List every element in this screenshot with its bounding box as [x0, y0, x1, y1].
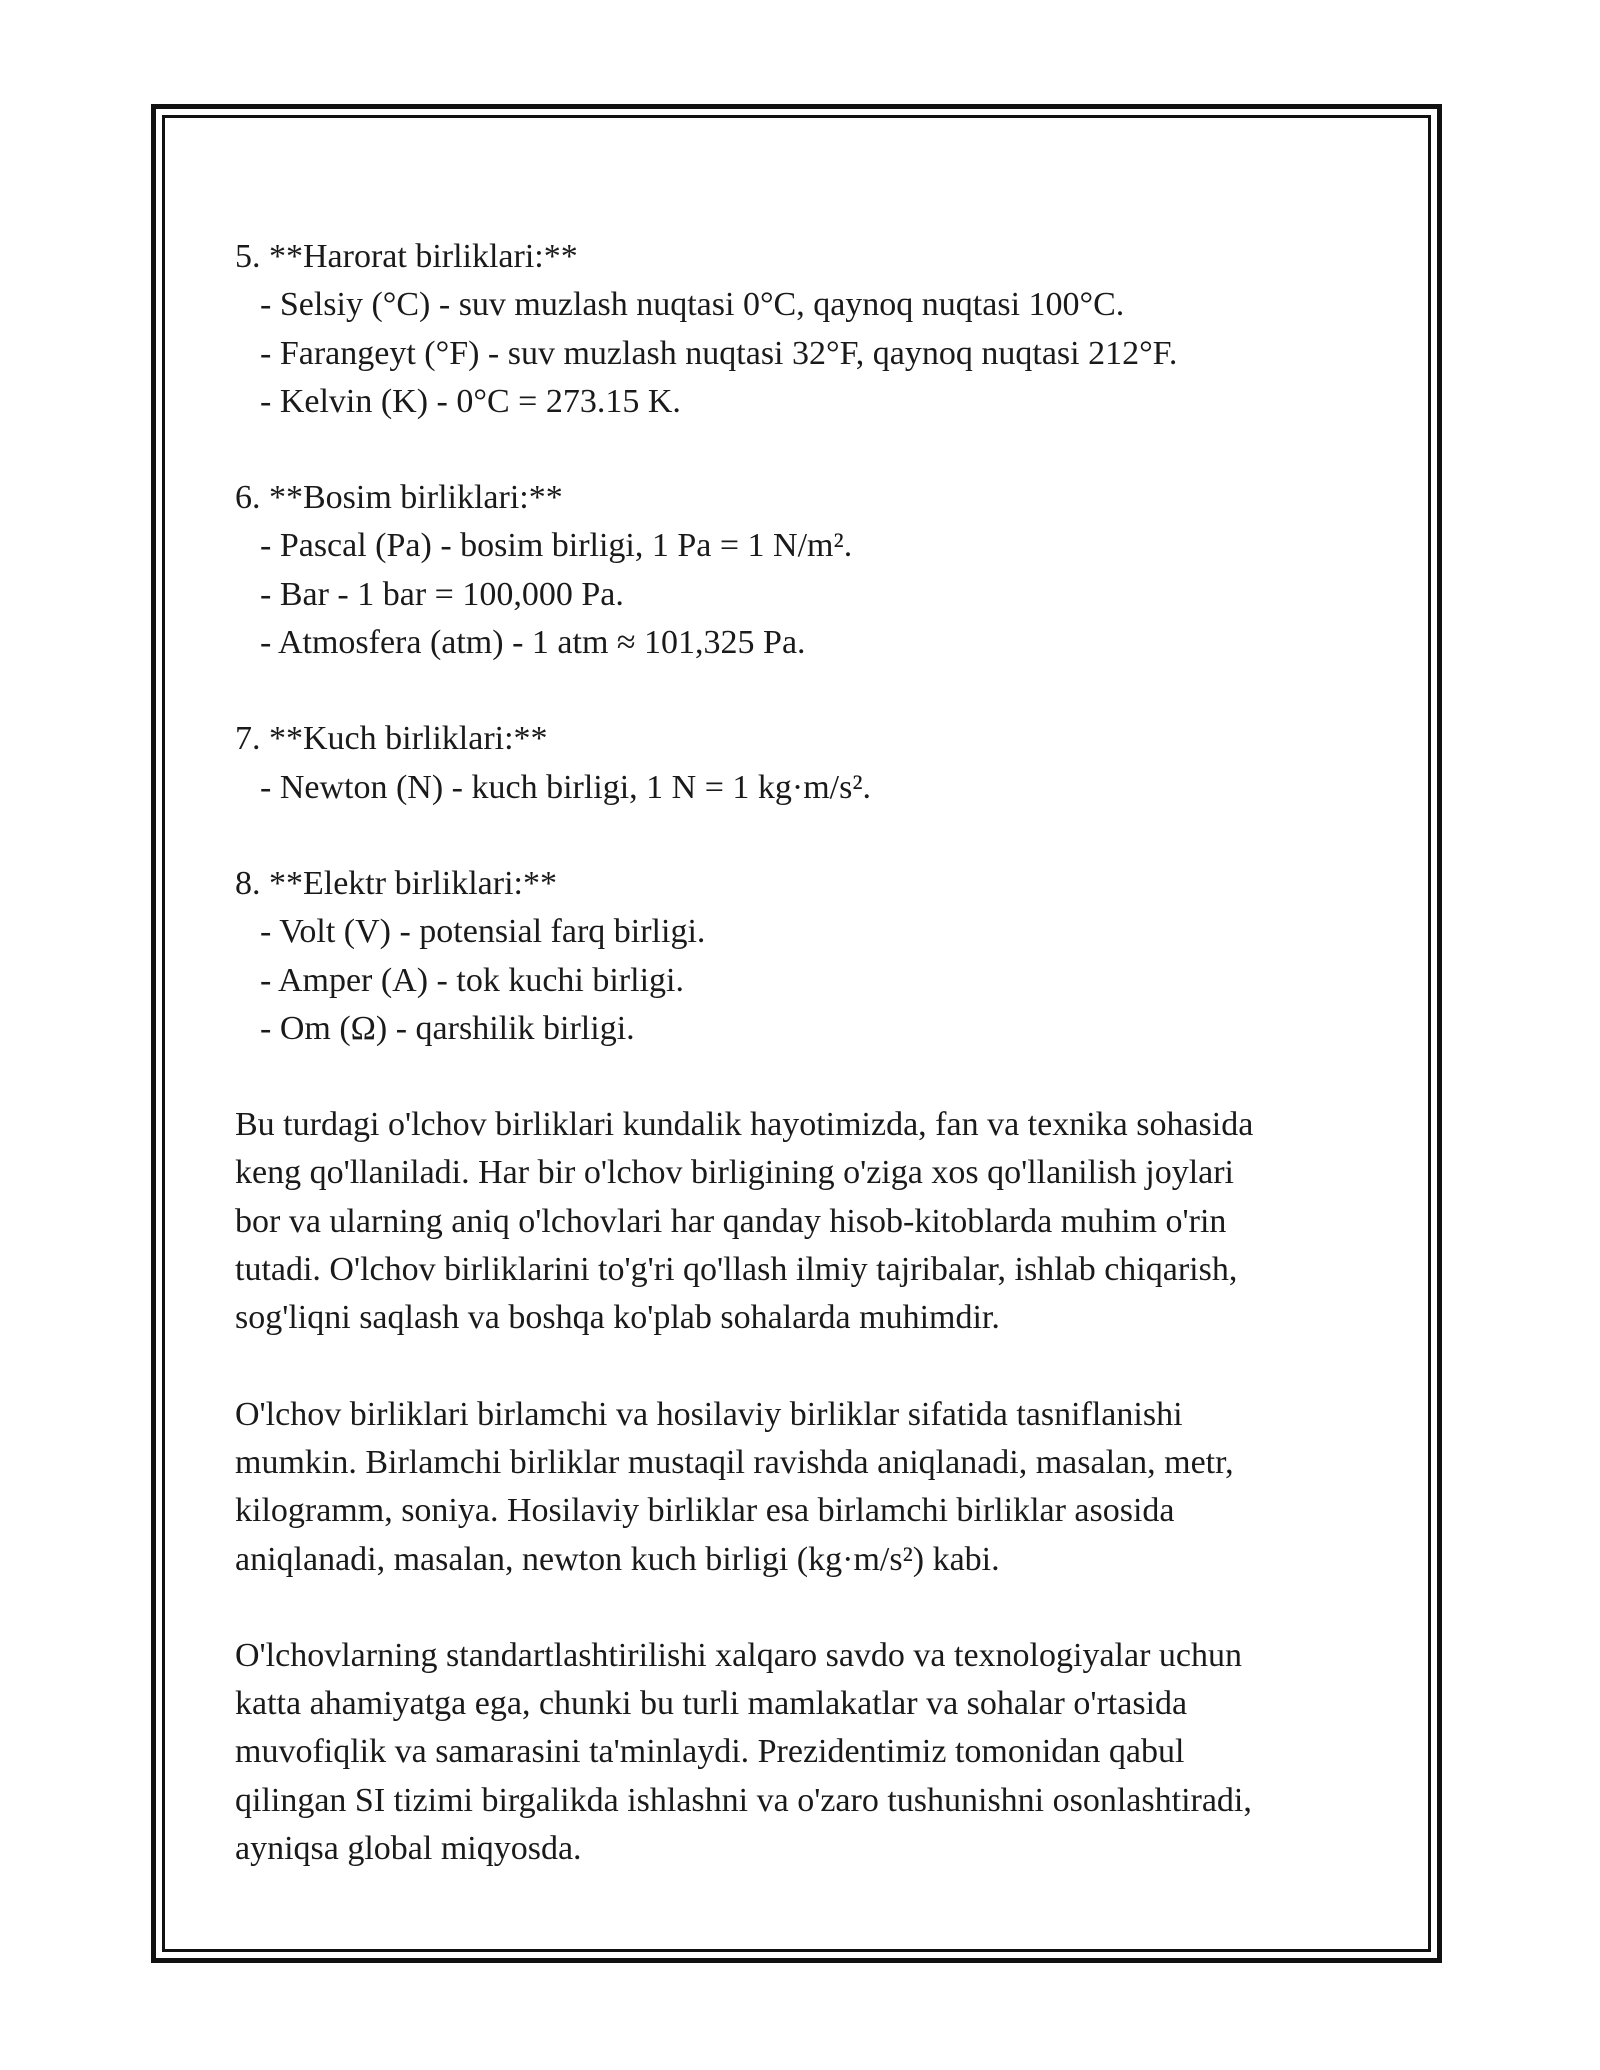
list-item: - Farangeyt (°F) - suv muzlash nuqtasi 32°F, qaynoq nuqtasi 212°F.: [260, 334, 1178, 372]
list-item: - Om (Ω) - qarshilik birligi.: [260, 1009, 635, 1047]
paragraph-line: katta ahamiyatga ega, chunki bu turli mamlakatlar va sohalar o'rtasida: [235, 1685, 1188, 1723]
section-heading: 5. **Harorat birliklari:**: [235, 238, 578, 275]
paragraph-line: ayniqsa global miqyosda.: [235, 1830, 582, 1868]
section-temperature-units: [235, 233, 1365, 426]
list-item: - Selsiy (°C) - suv muzlash nuqtasi 0°C, qaynoq nuqtasi 100°C.: [260, 286, 1125, 324]
section-pressure-units: [235, 474, 1365, 667]
paragraph-standardization: [235, 1632, 1365, 1873]
section-heading: 7. **Kuch birliklari:**: [235, 720, 548, 758]
section-heading: 6. **Bosim birliklari:**: [235, 479, 563, 517]
list-item: - Newton (N) - kuch birligi, 1 N = 1 kg·m/s².: [260, 768, 872, 806]
paragraph-line: kilogramm, soniya. Hosilaviy birliklar esa birlamchi birliklar asosida: [235, 1492, 1175, 1530]
list-item: - Bar - 1 bar = 100,000 Pa.: [260, 575, 624, 613]
paragraph-line: Bu turdagi o'lchov birliklari kundalik hayotimizda, fan va texnika sohasida: [235, 1106, 1254, 1144]
document-body: [235, 233, 1365, 1873]
paragraph-line: muvofiqlik va samarasini ta'minlaydi. Prezidentimiz tomonidan qabul: [235, 1733, 1185, 1771]
paragraph-usage: [235, 1101, 1365, 1342]
paragraph-line: keng qo'llaniladi. Har bir o'lchov birligining o'ziga xos qo'llanilish joylari: [235, 1154, 1234, 1192]
section-electric-units: [235, 860, 1365, 1053]
paragraph-line: tutadi. O'lchov birliklarini to'g'ri qo'llash ilmiy tajribalar, ishlab chiqarish,: [235, 1251, 1238, 1289]
paragraph-line: bor va ularning aniq o'lchovlari har qanday hisob-kitoblarda muhim o'rin: [235, 1202, 1227, 1240]
list-item: - Atmosfera (atm) - 1 atm ≈ 101,325 Pa.: [260, 624, 806, 662]
paragraph-line: qilingan SI tizimi birgalikda ishlashni va o'zaro tushunishni osonlashtiradi,: [235, 1781, 1252, 1819]
paragraph-classification: [235, 1391, 1365, 1584]
section-heading: 8. **Elektr birliklari:**: [235, 864, 557, 902]
paragraph-line: sog'liqni saqlash va boshqa ko'plab sohalarda muhimdir.: [235, 1299, 1000, 1337]
paragraph-line: O'lchov birliklari birlamchi va hosilaviy birliklar sifatida tasniflanishi: [235, 1395, 1183, 1433]
paragraph-line: O'lchovlarning standartlashtirilishi xalqaro savdo va texnologiyalar uchun: [235, 1636, 1242, 1674]
paragraph-line: aniqlanadi, masalan, newton kuch birligi (kg·m/s²) kabi.: [235, 1540, 1000, 1578]
paragraph-line: mumkin. Birlamchi birliklar mustaqil ravishda aniqlanadi, masalan, metr,: [235, 1443, 1234, 1481]
list-item: - Amper (A) - tok kuchi birligi.: [260, 961, 684, 999]
list-item: - Kelvin (K) - 0°C = 273.15 K.: [260, 382, 681, 420]
list-item: - Volt (V) - potensial farq birligi.: [260, 913, 706, 951]
list-item: - Pascal (Pa) - bosim birligi, 1 Pa = 1 N/m².: [260, 527, 853, 565]
section-force-units: [235, 715, 1365, 812]
